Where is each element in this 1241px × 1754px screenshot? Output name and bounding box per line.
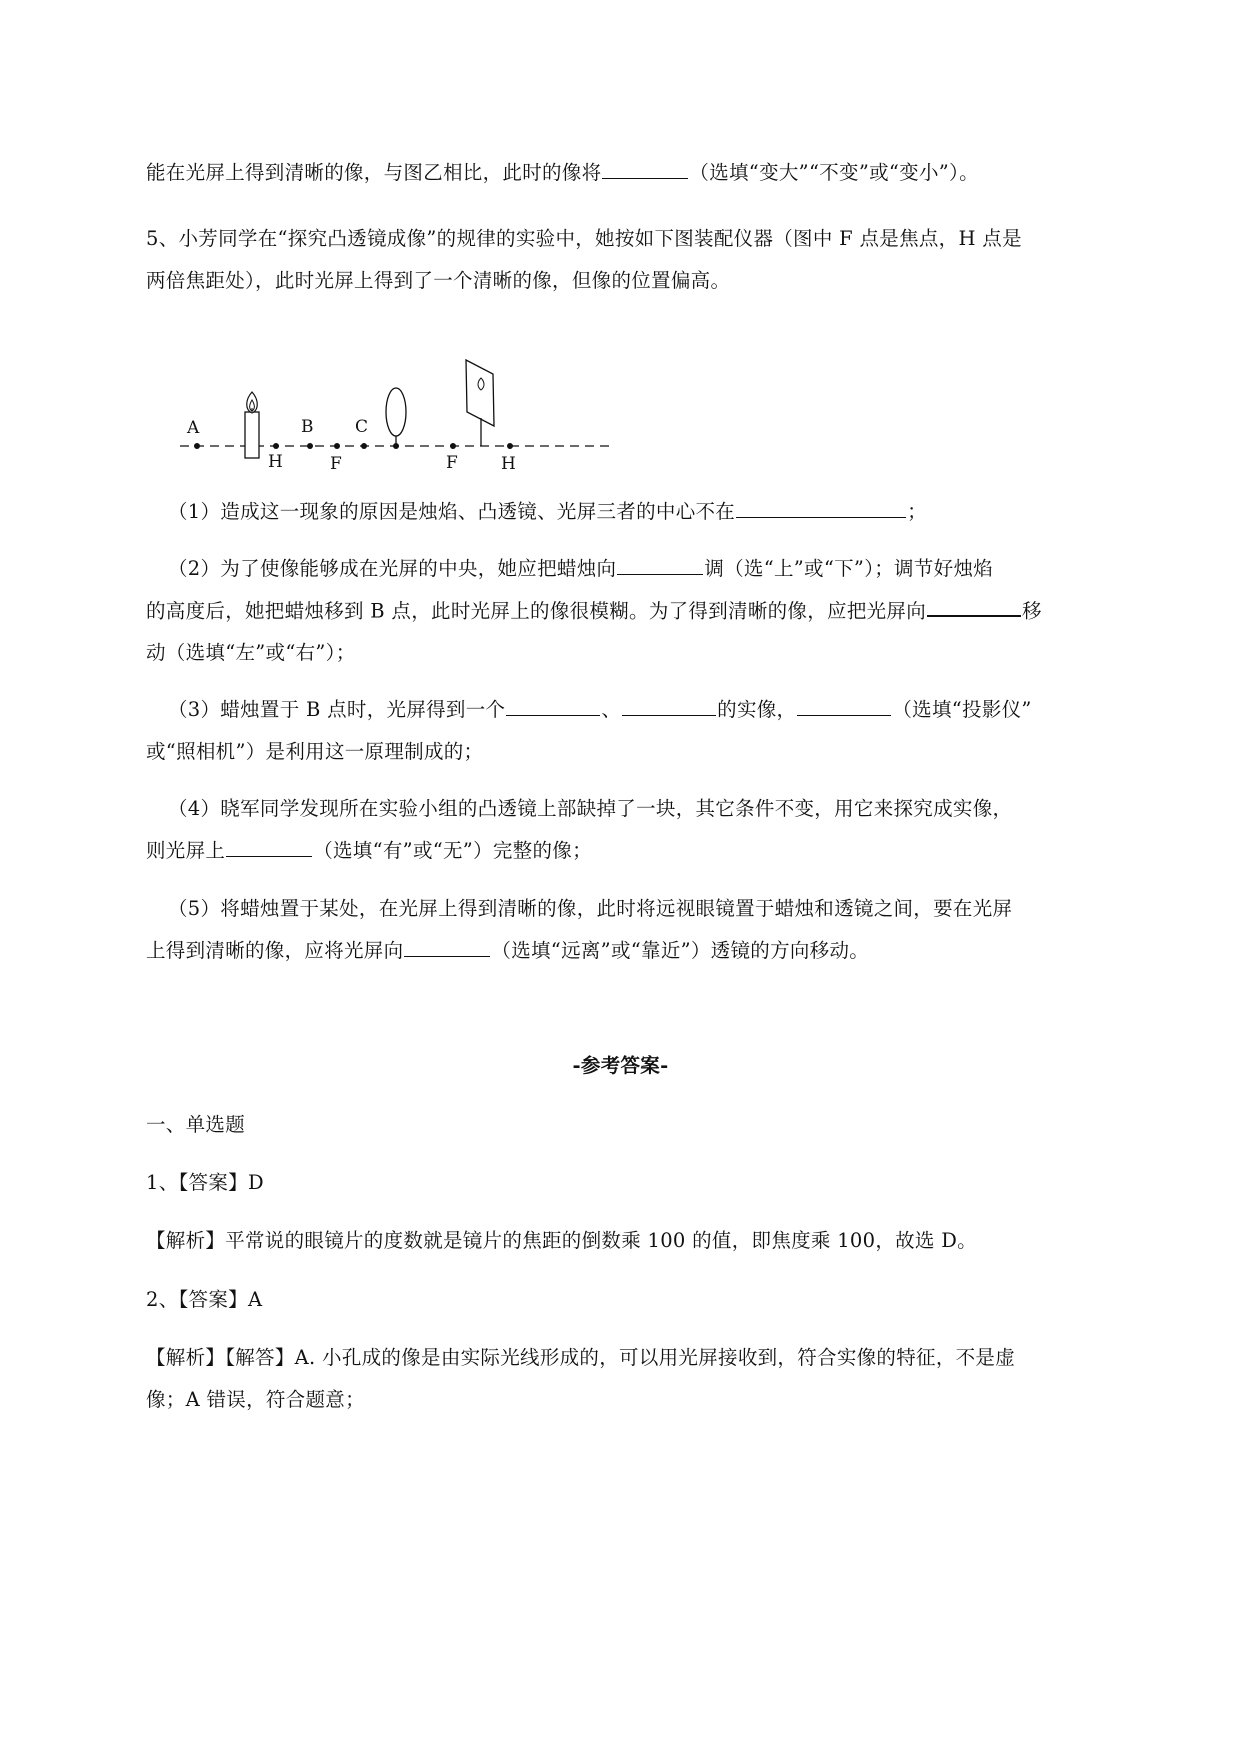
answer-2: 2、【答案】A <box>146 1288 263 1311</box>
sub-question-5-line-2 <box>146 935 869 963</box>
question-5-line-2: 两倍焦距处），此时光屏上得到了一个清晰的像，但像的位置偏高。 <box>146 269 731 292</box>
text-segment: （选填“变大”“不变”或“变小”）。 <box>689 161 979 184</box>
lens-center-point <box>393 443 399 449</box>
label-a: A <box>187 418 200 438</box>
point-c <box>361 443 367 449</box>
sub-question-4-line-2 <box>146 835 592 863</box>
answer-blank[interactable] <box>617 554 703 575</box>
answer-blank[interactable] <box>404 936 490 957</box>
optics-bench-diagram <box>170 340 620 490</box>
text-segment: （选填“远离”或“靠近”）透镜的方向移动。 <box>491 939 870 962</box>
text-segment: ； <box>907 500 927 523</box>
text-segment: 调（选“上”或“下”）；调节好烛焰 <box>704 557 994 580</box>
text-segment: （1）造成这一现象的原因是烛焰、凸透镜、光屏三者的中心不在 <box>168 500 736 523</box>
text-segment: （2）为了使像能够成在光屏的中央，她应把蜡烛向 <box>168 557 617 580</box>
text-segment: 、 <box>601 698 622 721</box>
text-segment: 的高度后，她把蜡烛移到 B 点，此时光屏上的像很模糊。为了得到清晰的像，应把光屏向 <box>146 599 927 623</box>
point-h-right <box>507 443 513 449</box>
answer-blank[interactable] <box>736 497 906 518</box>
point-f-left <box>334 443 340 449</box>
answer-blank[interactable] <box>927 595 1021 617</box>
label-h-right: H <box>501 454 517 474</box>
sub-question-5-line-1: （5）将蜡烛置于某处，在光屏上得到清晰的像，此时将远视眼镜置于蜡烛和透镜之间，要在光屏 <box>168 897 1013 920</box>
text-segment: （选填“有”或“无”）完整的像； <box>313 839 592 862</box>
label-f-right: F <box>446 453 459 473</box>
point-b <box>307 443 313 449</box>
label-h-left: H <box>268 452 284 472</box>
text-segment: 能在光屏上得到清晰的像，与图乙相比，此时的像将 <box>146 161 602 184</box>
point-a <box>194 443 200 449</box>
text-segment: 移 <box>1022 599 1042 623</box>
sub-question-3-line-2: 或“照相机”）是利用这一原理制成的； <box>146 740 484 763</box>
point-h-left <box>273 443 279 449</box>
sub-question-4-line-1: （4）晓军同学发现所在实验小组的凸透镜上部缺掉了一块，其它条件不变，用它来探究成实像， <box>168 797 1013 820</box>
answer-blank[interactable] <box>797 695 891 716</box>
candle <box>245 412 259 458</box>
screen-image-flame-icon <box>478 378 484 390</box>
answer-2-explanation-line-2: 像；A 错误，符合题意； <box>146 1388 365 1411</box>
text-segment: （选填“投影仪” <box>892 698 1032 721</box>
convex-lens <box>386 388 406 436</box>
label-b: B <box>301 417 314 437</box>
text-line <box>146 157 979 185</box>
sub-question-3-line-1 <box>168 694 1032 722</box>
answer-1-explanation: 【解析】平常说的眼镜片的度数就是镜片的焦距的倒数乘 100 的值，即焦度乘 100，故选 D。 <box>146 1229 977 1252</box>
answer-section-title: -参考答案- <box>572 1054 669 1077</box>
text-segment: 上得到清晰的像，应将光屏向 <box>146 939 404 962</box>
text-segment: （3）蜡烛置于 B 点时，光屏得到一个 <box>168 698 506 721</box>
section-heading: 一、单选题 <box>146 1113 246 1136</box>
answer-blank[interactable] <box>602 158 688 179</box>
text-segment: 的实像， <box>717 698 797 721</box>
label-f-left: F <box>330 454 343 474</box>
answer-2-explanation-line-1: 【解析】【解答】A. 小孔成的像是由实际光线形成的，可以用光屏接收到，符合实像的特征，不是虚 <box>146 1346 1016 1369</box>
answer-1: 1、【答案】D <box>146 1171 264 1194</box>
sub-question-2-line-2 <box>146 595 1042 623</box>
light-screen <box>466 360 494 426</box>
point-f-right <box>450 443 456 449</box>
label-c: C <box>355 417 369 437</box>
question-5-line-1: 5、小芳同学在“探究凸透镜成像”的规律的实验中，她按如下图装配仪器（图中 F 点是焦点，H 点是 <box>146 227 1022 250</box>
sub-question-2-line-1 <box>168 553 993 581</box>
answer-blank[interactable] <box>226 836 312 857</box>
text-segment: 则光屏上 <box>146 839 226 862</box>
answer-blank[interactable] <box>506 695 600 716</box>
answer-blank[interactable] <box>622 695 716 716</box>
sub-question-2-line-3: 动（选填“左”或“右”）； <box>146 641 356 664</box>
sub-question-1 <box>168 496 927 524</box>
